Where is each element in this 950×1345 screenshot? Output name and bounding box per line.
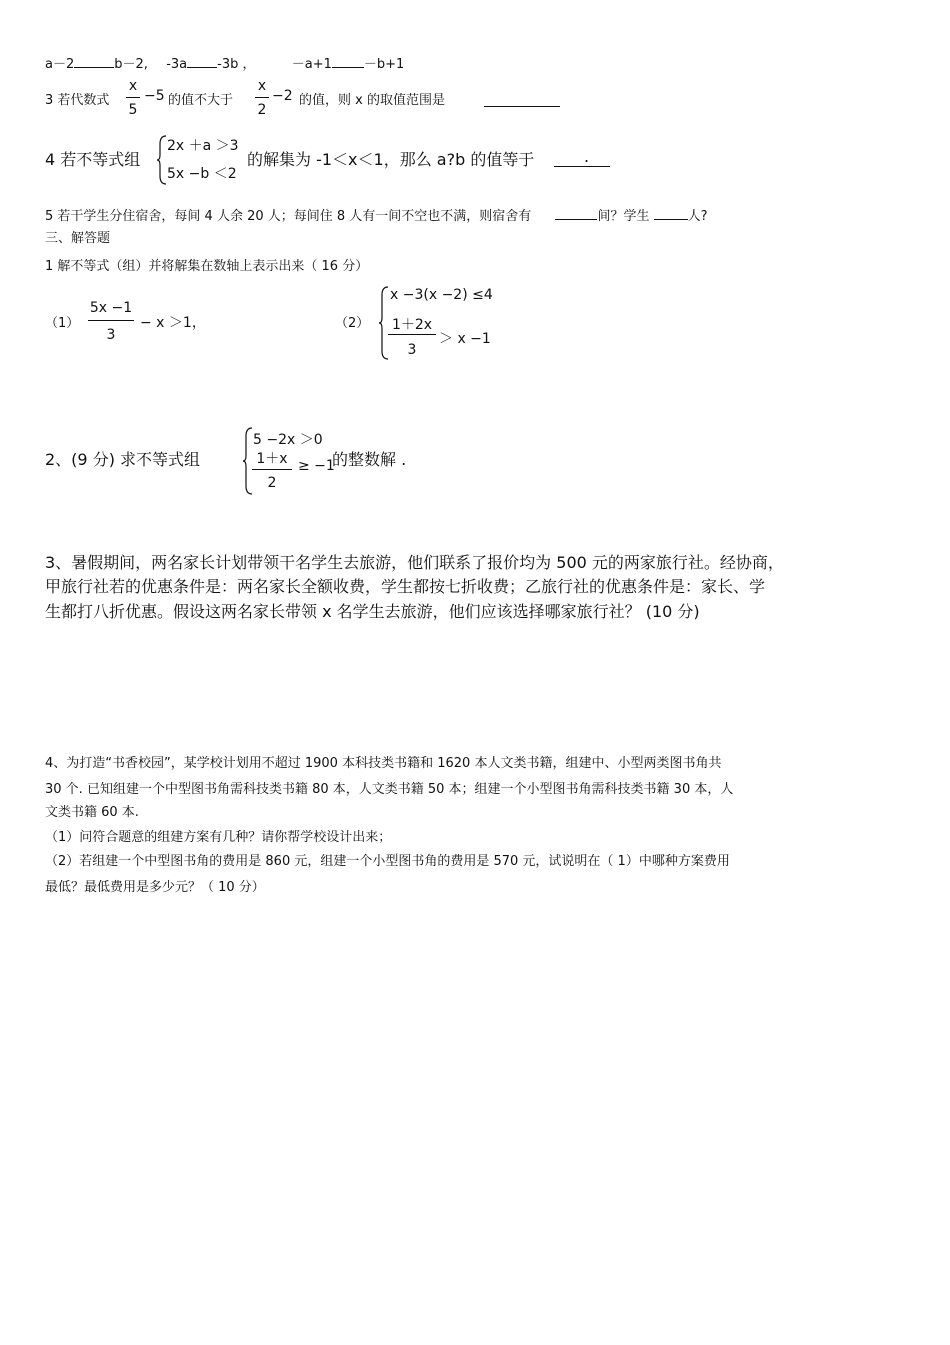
section-heading: 三、解答题 bbox=[45, 231, 111, 246]
q4-prefix: 4 若不等式组 bbox=[45, 150, 141, 169]
expr-a-minus-2: a－2 bbox=[45, 57, 75, 72]
p4-line-4: （1）问符合题意的组建方案有几种？请你帮学校设计出来； bbox=[45, 830, 392, 845]
q5-end: 人? bbox=[687, 209, 708, 224]
p2-frac-bar bbox=[252, 469, 292, 470]
p2-numerator: 1＋x bbox=[256, 451, 288, 467]
p4-line-6: 最低？最低费用是多少元？（ 10 分） bbox=[45, 880, 265, 895]
q5-text: 5 若干学生分住宿舍，每间 4 人余 20 人；每间住 8 人有一间不空也不满，则宿舍有 bbox=[45, 209, 532, 224]
q4-row-1: 2x ＋a ＞3 bbox=[167, 138, 239, 154]
p4-line-5: （2）若组建一个中型图书角的费用是 860 元，组建一个小型图书角的费用是 570 元，试说明在（ 1）中哪种方案费用 bbox=[45, 854, 730, 869]
p4-line-2: 30 个. 已知组建一个中型图书角需科技类书籍 80 本，人文类书籍 50 本；组建一个小型图书角需科技类书籍 30 本，人 bbox=[45, 782, 734, 797]
q3-frac1-rest: −5 bbox=[144, 88, 165, 104]
q3-mid: 的值不大于 bbox=[168, 93, 234, 108]
q3-frac2-numerator: x bbox=[257, 78, 267, 94]
sub2-frac-bar bbox=[388, 334, 436, 335]
problem-1-title: 1 解不等式（组）并将解集在数轴上表示出来（ 16 分） bbox=[45, 259, 369, 274]
p2-row-1: 5 −2x ＞0 bbox=[253, 432, 323, 448]
q3-frac2-bar bbox=[255, 97, 269, 98]
sub2-row-1: x −3(x −2) ≤4 bbox=[390, 287, 493, 303]
q5-students-blank[interactable] bbox=[654, 205, 688, 220]
q3-prefix: 3 若代数式 bbox=[45, 93, 110, 108]
q5-mid: 间？学生 bbox=[597, 209, 650, 224]
q3-frac1-bar bbox=[126, 97, 140, 98]
sub2-rest: ＞ x −1 bbox=[439, 331, 491, 347]
p2-suffix: 的整数解 . bbox=[332, 450, 407, 469]
p4-line-1: 4、为打造“书香校园”，某学校计划用不超过 1900 本科技类书籍和 1620 本人文类书籍，组建中、小型两类图书角共 bbox=[45, 756, 722, 771]
p2-rest: ≥ −1 bbox=[298, 458, 335, 474]
q3-frac2-rest: −2 bbox=[272, 88, 293, 104]
blank-2[interactable] bbox=[187, 53, 217, 68]
blank-1[interactable] bbox=[74, 53, 114, 68]
q3-frac1-denominator: 5 bbox=[128, 102, 138, 118]
sub2-numerator: 1＋2x bbox=[391, 317, 433, 333]
expr-b-minus-2: b－2, bbox=[114, 57, 148, 72]
p3-line-1: 3、暑假期间，两名家长计划带领干名学生去旅游，他们联系了报价均为 500 元的两家旅行社。经协商， bbox=[45, 553, 784, 572]
q4-answer-blank[interactable] bbox=[554, 152, 610, 167]
q3-frac1-numerator: x bbox=[128, 78, 138, 94]
p4-line-3: 文类书籍 60 本. bbox=[45, 805, 139, 820]
q3-frac2-denominator: 2 bbox=[257, 102, 267, 118]
q4-row-2: 5x −b ＜2 bbox=[167, 166, 237, 182]
fill-line-1 bbox=[45, 53, 404, 72]
sub1-rest: − x ＞1， bbox=[140, 315, 206, 331]
blank-3[interactable] bbox=[332, 53, 364, 68]
q4-end: . bbox=[584, 147, 590, 166]
sub1-label: （1） bbox=[45, 316, 80, 331]
p3-line-3: 生都打八折优惠。假设这两名家长带领 x 名学生去旅游，他们应该选择哪家旅行社？ (10 分) bbox=[45, 602, 700, 621]
sub1-frac-bar bbox=[88, 320, 134, 321]
expr-neg-b-plus-1: －b+1 bbox=[363, 57, 405, 72]
q5-rooms-blank[interactable] bbox=[555, 205, 597, 220]
q3-answer-blank[interactable] bbox=[484, 92, 560, 107]
q4-suffix: 的解集为 -1＜x＜1，那么 a?b 的值等于 bbox=[247, 150, 535, 169]
sub2-denominator: 3 bbox=[407, 342, 417, 358]
sub1-denominator: 3 bbox=[106, 327, 116, 343]
p2-prefix: 2、(9 分) 求不等式组 bbox=[45, 450, 201, 469]
p3-line-2: 甲旅行社若的优惠条件是：两名家长全额收费，学生都按七折收费；乙旅行社的优惠条件是：家长、学 bbox=[45, 577, 766, 596]
sub1-numerator: 5x −1 bbox=[89, 300, 133, 316]
p2-denominator: 2 bbox=[267, 475, 277, 491]
expr-neg-3a: -3a bbox=[166, 57, 188, 72]
sub2-label: （2） bbox=[335, 316, 370, 331]
question-5 bbox=[45, 205, 708, 224]
expr-neg-3b: -3b ， bbox=[217, 57, 256, 72]
q3-suffix: 的值，则 x 的取值范围是 bbox=[299, 93, 445, 108]
expr-neg-a-plus-1: －a+1 bbox=[291, 57, 332, 72]
